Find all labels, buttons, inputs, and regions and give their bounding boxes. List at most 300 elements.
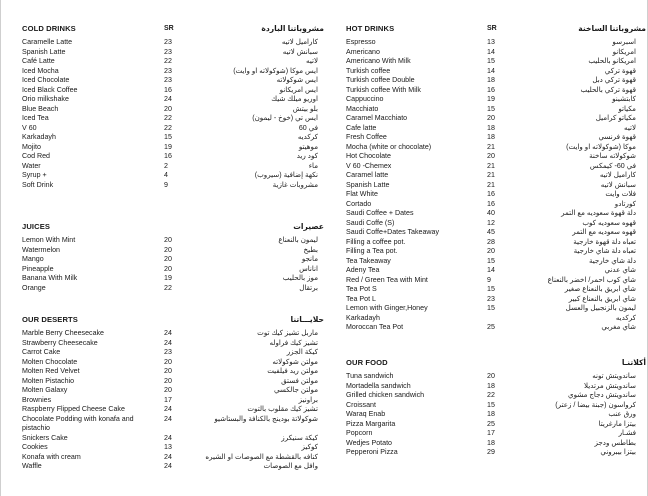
menu-item: [22, 415, 324, 434]
item-name-ar: دلة شاي خارجية: [588, 256, 636, 265]
item-price: 29: [487, 448, 495, 456]
item-name-ar: فلات وايت: [605, 190, 636, 198]
menu-item: [346, 95, 646, 105]
item-name-en: Saudi Coffee + Dates: [346, 209, 414, 217]
desserts-section: [22, 315, 324, 472]
item-name-ar: بيتزا مارغريتا: [598, 419, 636, 428]
section-title-ar: مشروباتنا الساخنة: [578, 24, 646, 33]
menu-item: [22, 443, 324, 453]
item-price: 45: [487, 228, 495, 236]
item-price: 18: [487, 123, 495, 132]
item-name-en: Lemon with Ginger,Honey: [346, 304, 428, 312]
item-name-ar: كاراميل لاتيه: [599, 171, 636, 179]
item-price: 20: [164, 104, 172, 113]
item-name-ar: تعباه دلة شاي خارجية: [573, 247, 636, 255]
item-name-en: Red / Green Tea with Mint: [346, 275, 428, 284]
item-price: 22: [164, 123, 172, 132]
item-price: 13: [164, 443, 172, 451]
item-price: 15: [487, 400, 495, 409]
menu-item: [22, 246, 324, 256]
item-name-en: Syrup +: [22, 171, 47, 179]
menu-item: [22, 162, 324, 172]
item-name-ar: قهوة فرنسي: [598, 133, 636, 141]
menu-item: [346, 276, 646, 286]
item-name-en: Mocha (white or chocolate): [346, 142, 432, 151]
item-price: 24: [164, 405, 172, 413]
menu-item: [346, 219, 646, 229]
item-name-en: Karkadayh: [22, 133, 56, 141]
item-name-en: Tea Takeaway: [346, 256, 391, 265]
item-name-en: Konafa with cream: [22, 452, 81, 461]
item-name-ar: بطيخ: [303, 245, 318, 254]
item-price: 20: [164, 357, 172, 366]
item-price: 22: [164, 283, 172, 292]
menu-item: [346, 285, 646, 295]
menu-item: [346, 401, 646, 411]
item-name-en: Lemon With Mint: [22, 236, 76, 244]
cold-drinks-section: [22, 24, 324, 190]
menu-item: [346, 181, 646, 191]
item-name-en: Iced Mocha: [22, 66, 59, 75]
menu-item: [346, 124, 646, 134]
item-price: 12: [487, 218, 495, 227]
item-price: 18: [487, 410, 495, 418]
item-price: 20: [164, 255, 172, 263]
section-title-en: OUR FOOD: [346, 358, 388, 367]
item-price: 22: [487, 391, 495, 399]
menu-item: [346, 295, 646, 305]
menu-item: [346, 162, 646, 172]
menu-item: [22, 48, 324, 58]
section-title-en: OUR DESERTS: [22, 315, 78, 324]
item-price: 20: [164, 236, 172, 244]
item-name-en: Pepperoni Pizza: [346, 448, 398, 456]
menu-item: [22, 255, 324, 265]
item-price: 23: [164, 38, 172, 46]
item-price: 15: [164, 133, 172, 141]
item-price: 20: [164, 386, 172, 394]
menu-item: [22, 95, 324, 105]
item-name-en: Café Latte: [22, 57, 55, 65]
item-name-en: Orange: [22, 283, 46, 292]
item-name-ar: لاتيه: [306, 57, 318, 65]
menu-item: [346, 247, 646, 257]
item-price: 21: [487, 142, 495, 151]
item-name-en: Adeny Tea: [346, 266, 380, 274]
item-name-ar: قهوة تركي دبل: [592, 76, 636, 84]
item-name-ar: ايس امريكانو: [279, 85, 318, 94]
item-name-ar: مكياتو: [618, 104, 636, 113]
menu-item: [22, 329, 324, 339]
item-name-en: Saudi Coffe+Dates Takeaway: [346, 228, 440, 236]
menu-item: [22, 133, 324, 143]
item-price: 24: [164, 462, 172, 470]
item-name-en: Tea Pot S: [346, 285, 377, 293]
item-name-ar: شوكولاتة بودينج بالكنافة والبستاشيو: [214, 414, 318, 423]
item-price: 40: [487, 209, 495, 217]
item-name-en: Waraq Enab: [346, 410, 386, 418]
menu-item: [22, 265, 324, 275]
item-name-ar: كيكة سنيكرز: [281, 433, 318, 442]
menu-item: [346, 372, 646, 382]
item-name-ar: بطاطس ودجز: [594, 438, 636, 447]
menu-item: [346, 57, 646, 67]
item-name-ar: موز بالحليب: [282, 274, 318, 282]
item-name-en: Molten Pistachio: [22, 376, 75, 385]
item-name-ar: فشـار: [618, 429, 636, 437]
item-name-ar: اناناس: [299, 264, 318, 273]
section-title-ar: حلايـــاتنا: [290, 315, 324, 324]
item-name-en: Croissant: [346, 400, 376, 409]
section-title-en: HOT DRINKS: [346, 24, 395, 33]
item-name-en: Iced Black Coffee: [22, 85, 78, 94]
item-name-en: Marble Berry Cheesecake: [22, 329, 105, 337]
food-header: [346, 358, 646, 372]
item-price: 16: [164, 85, 172, 94]
menu-item: [22, 274, 324, 284]
item-price: 22: [164, 57, 172, 65]
item-name-ar: كابتشينو: [612, 95, 636, 103]
menu-item: [22, 124, 324, 134]
menu-item: [22, 339, 324, 349]
hot-drinks-header: [346, 24, 646, 38]
item-price: 21: [487, 180, 495, 189]
item-price: 20: [487, 152, 495, 160]
item-name-en: Raspberry Flipped Cheese Cake: [22, 405, 125, 413]
menu-item: [346, 323, 646, 333]
item-name-en: Caramel latte: [346, 171, 389, 179]
item-name-ar: قهوة تركي: [604, 66, 636, 75]
menu-item: [346, 152, 646, 162]
item-name-en: Tea Pot L: [346, 294, 376, 303]
item-name-ar: تشيز كيك مقلوب بالتوت: [247, 405, 318, 413]
item-name-en: Iced Tea: [22, 114, 49, 122]
item-name-ar: ورق عنب: [608, 410, 636, 418]
item-name-ar: كورتادو: [614, 199, 636, 208]
menu-item: [346, 314, 646, 324]
item-price: 20: [164, 264, 172, 273]
item-name-ar: كرواسون (جبنة بيضا / زعتر): [555, 400, 636, 409]
item-name-ar: امريكانو: [612, 47, 636, 56]
menu-item: [346, 133, 646, 143]
item-name-ar: كركديه: [615, 313, 636, 322]
menu-item: [22, 405, 324, 415]
item-name-ar: شاي كوب احمر/ اخضر بالنعناع: [547, 275, 636, 284]
menu-item: [346, 114, 646, 124]
menu-item: [346, 190, 646, 200]
item-name-en: Saudi Coffe (S): [346, 218, 395, 227]
item-price: 23: [164, 348, 172, 356]
menu-item: [346, 420, 646, 430]
item-name-ar: ليمون بالزنجبيل والعسل: [565, 304, 636, 312]
item-price: 24: [164, 329, 172, 337]
menu-item: [22, 367, 324, 377]
item-name-en: Chocolate Podding with konafa and pistachio: [22, 414, 134, 432]
item-name-ar: كود ريد: [296, 152, 318, 160]
item-name-ar: موكا (شوكولاته او وايت): [566, 142, 636, 151]
item-name-en: Strawberry Cheesecake: [22, 338, 98, 347]
menu-item: [346, 257, 646, 267]
menu-item: [22, 114, 324, 124]
price-unit-label: SR: [487, 25, 497, 32]
item-name-en: Mortadella sandwich: [346, 381, 411, 390]
item-price: 24: [164, 338, 172, 347]
item-price: 18: [487, 381, 495, 390]
section-title-en: COLD DRINKS: [22, 24, 76, 33]
menu-item: [346, 38, 646, 48]
menu-item: [22, 396, 324, 406]
item-name-ar: امريكانو بالحليب: [588, 57, 636, 65]
menu-item: [346, 429, 646, 439]
item-name-en: Mojito: [22, 142, 41, 151]
item-name-ar: سبانش لاتيه: [600, 180, 636, 189]
item-name-ar: ايس تي (خوخ - ليمون): [252, 114, 318, 122]
hot-drinks-section: [346, 24, 646, 333]
item-name-ar: كيكة الجزر: [286, 348, 318, 356]
item-price: 14: [487, 266, 495, 274]
item-price: 19: [164, 142, 172, 151]
item-name-en: Mango: [22, 255, 44, 263]
item-name-en: Cafe latte: [346, 123, 377, 132]
item-price: 21: [487, 171, 495, 179]
section-title-en: JUICES: [22, 222, 51, 231]
item-price: 23: [164, 76, 172, 84]
item-price: 28: [487, 237, 495, 246]
menu-item: [346, 86, 646, 96]
item-name-en: Cortado: [346, 199, 372, 208]
menu-item: [346, 200, 646, 210]
item-price: 14: [487, 66, 495, 75]
menu-item: [346, 171, 646, 181]
cold-drinks-header: [22, 24, 324, 38]
item-name-en: Brownies: [22, 395, 52, 404]
item-price: 15: [487, 57, 495, 65]
item-name-ar: ساندويتش تونه: [592, 372, 636, 380]
item-name-en: Filling a coffee pot.: [346, 237, 406, 246]
item-name-en: Watermelon: [22, 245, 60, 254]
item-price: 16: [487, 85, 495, 94]
menu-item: [22, 462, 324, 472]
item-name-en: V 60 -Chemex: [346, 161, 392, 170]
item-price: 14: [487, 47, 495, 56]
item-price: 20: [487, 247, 495, 255]
menu-item: [346, 382, 646, 392]
item-name-ar: ماء: [308, 161, 318, 170]
menu-item: [22, 386, 324, 396]
item-name-en: Water: [22, 161, 41, 170]
item-price: 4: [164, 171, 168, 179]
item-name-ar: قهوه سعوديه مع التمر: [572, 228, 636, 236]
price-unit-label: SR: [164, 25, 174, 32]
menu-item: [22, 57, 324, 67]
item-price: 23: [164, 47, 172, 56]
menu-item: [346, 143, 646, 153]
item-name-en: Moroccan Tea Pot: [346, 323, 404, 331]
item-name-ar: كوكيز: [301, 443, 318, 451]
item-name-en: Caramel Macchiato: [346, 114, 408, 122]
menu-item: [22, 143, 324, 153]
item-name-en: Turkish coffee: [346, 66, 391, 75]
item-name-ar: قهوة تركي بالحليب: [580, 85, 636, 94]
item-name-en: Filling a Tea pot.: [346, 247, 398, 255]
item-name-ar: تعباه دلة قهوة خارجية: [573, 237, 636, 246]
item-name-ar: في 60- كيمكس: [589, 161, 636, 170]
section-title-ar: مشروباتنا الباردة: [261, 24, 324, 33]
item-name-ar: براونيز: [298, 395, 318, 404]
item-name-ar: كركديه: [297, 133, 318, 141]
menu-item: [22, 434, 324, 444]
menu-item: [22, 152, 324, 162]
item-name-en: Soft Drink: [22, 180, 54, 189]
food-section: [346, 358, 646, 458]
item-name-ar: نكهة إضافية (سيروب): [254, 171, 318, 179]
item-price: 24: [164, 414, 172, 423]
menu-item: [346, 76, 646, 86]
menu-item: [22, 67, 324, 77]
item-name-en: Blue Beach: [22, 104, 59, 113]
item-name-ar: ليمون بالنعناع: [278, 236, 318, 244]
item-name-en: Spanish Latte: [346, 180, 390, 189]
item-name-ar: شاي ابريق بالنعناع كبير: [568, 294, 636, 303]
menu-item: [346, 67, 646, 77]
item-price: 21: [487, 161, 495, 170]
section-title-ar: عصيرات: [293, 222, 324, 231]
item-price: 22: [164, 114, 172, 122]
item-name-en: Karkadayh: [346, 313, 380, 322]
item-name-ar: شاي مغربي: [601, 323, 636, 331]
item-price: 17: [164, 395, 172, 404]
item-name-en: Carrot Cake: [22, 348, 61, 356]
item-name-ar: مولتن ريد فيلفيت: [267, 367, 318, 375]
item-name-ar: كاراميل لاتيه: [281, 38, 318, 46]
item-name-en: Pizza Margarita: [346, 419, 396, 428]
menu-item: [22, 348, 324, 358]
item-name-en: Spanish Latte: [22, 47, 66, 56]
item-price: 19: [487, 95, 495, 103]
item-price: 17: [487, 429, 495, 437]
menu-item: [22, 377, 324, 387]
item-price: 25: [487, 419, 495, 428]
item-name-en: Molten Galaxy: [22, 386, 68, 394]
item-name-en: Orio milkshake: [22, 95, 69, 103]
menu-item: [22, 236, 324, 246]
item-name-ar: بلو بيتش: [292, 104, 318, 113]
menu-item: [22, 453, 324, 463]
item-name-ar: اسبرسو: [612, 38, 636, 46]
item-name-en: Iced Chocolate: [22, 76, 70, 84]
item-name-ar: بيتزا بيبروني: [600, 448, 636, 456]
desserts-header: [22, 315, 324, 329]
item-name-ar: ساندويتش مرتديلا: [584, 381, 636, 390]
item-name-ar: مولتن فستق: [281, 376, 318, 385]
menu-item: [22, 284, 324, 294]
item-name-ar: تشيز كيك فراوله: [269, 338, 318, 347]
menu-item: [346, 228, 646, 238]
item-name-ar: ماربل تشيز كيك توت: [257, 329, 318, 337]
item-name-en: V 60: [22, 123, 37, 132]
menu-item: [346, 439, 646, 449]
item-name-en: Snickers Cake: [22, 433, 68, 442]
item-name-en: Cod Red: [22, 152, 50, 160]
item-price: 18: [487, 133, 495, 141]
item-price: 16: [487, 199, 495, 208]
item-name-ar: لاتيه: [624, 123, 636, 132]
menu-item: [346, 48, 646, 58]
item-name-en: Pineapple: [22, 264, 54, 273]
item-name-ar: ايس موكا (شوكولاته او وايت): [233, 66, 318, 75]
item-name-ar: اوريو ميلك شيك: [271, 95, 318, 103]
menu-item: [346, 391, 646, 401]
item-name-en: Cappuccino: [346, 95, 384, 103]
item-price: 15: [487, 285, 495, 293]
menu-item: [346, 266, 646, 276]
item-price: 23: [487, 294, 495, 303]
item-name-ar: قهوه سعوديه كوب: [582, 218, 636, 227]
menu-item: [346, 105, 646, 115]
item-name-en: Flat White: [346, 190, 378, 198]
item-price: 9: [487, 275, 491, 284]
item-name-ar: وافل مع الصوصات: [263, 462, 318, 470]
item-price: 23: [164, 66, 172, 75]
item-price: 24: [164, 452, 172, 461]
item-name-en: Macchiato: [346, 104, 379, 113]
section-title-ar: أكلاتنـا: [621, 358, 646, 367]
item-name-ar: في 60: [298, 123, 318, 132]
item-name-en: Banana With Milk: [22, 274, 78, 282]
item-name-en: Caramelle Latte: [22, 38, 73, 46]
item-name-en: Cookies: [22, 443, 48, 451]
menu-item: [346, 304, 646, 314]
item-price: 16: [164, 152, 172, 160]
item-price: 20: [164, 376, 172, 385]
item-price: 25: [487, 323, 495, 331]
item-name-ar: ساندويتش دجاج مشوي: [568, 391, 636, 399]
item-name-ar: مانجو: [301, 255, 318, 263]
item-name-en: Molten Chocolate: [22, 357, 78, 366]
item-name-en: Hot Chocolate: [346, 152, 391, 160]
menu-item: [346, 209, 646, 219]
item-price: 20: [487, 114, 495, 122]
item-name-ar: شاي عدني: [604, 266, 636, 274]
item-name-en: Americano: [346, 47, 380, 56]
menu-item: [346, 410, 646, 420]
menu-item: [22, 181, 324, 191]
item-price: 15: [487, 304, 495, 312]
item-price: 20: [487, 372, 495, 380]
item-price: 15: [487, 256, 495, 265]
item-name-ar: دلة قهوة سعوديه مع التمر: [561, 209, 636, 217]
item-name-ar: شاي ابريق بالنعناع صغير: [564, 285, 636, 293]
item-price: 15: [487, 104, 495, 113]
item-name-en: Americano With Milk: [346, 57, 411, 65]
item-name-en: Grilled chicken sandwich: [346, 391, 425, 399]
item-name-ar: مشروبات غازية: [272, 180, 318, 189]
menu-item: [22, 171, 324, 181]
item-name-en: Tuna sandwich: [346, 372, 394, 380]
item-name-ar: مولتن شوكولاته: [272, 357, 318, 366]
item-price: 2: [164, 161, 168, 170]
menu-item: [22, 86, 324, 96]
item-name-ar: سبانش لاتيه: [282, 47, 318, 56]
item-name-en: Espresso: [346, 38, 376, 46]
item-name-ar: كنافه بالقشطة مع الصوصات او الشيره: [205, 452, 318, 461]
item-price: 24: [164, 433, 172, 442]
item-price: 16: [487, 190, 495, 198]
menu-item: [22, 76, 324, 86]
item-name-ar: مولتن جالكسي: [273, 386, 318, 394]
juices-header: [22, 222, 324, 236]
item-price: 18: [487, 438, 495, 447]
